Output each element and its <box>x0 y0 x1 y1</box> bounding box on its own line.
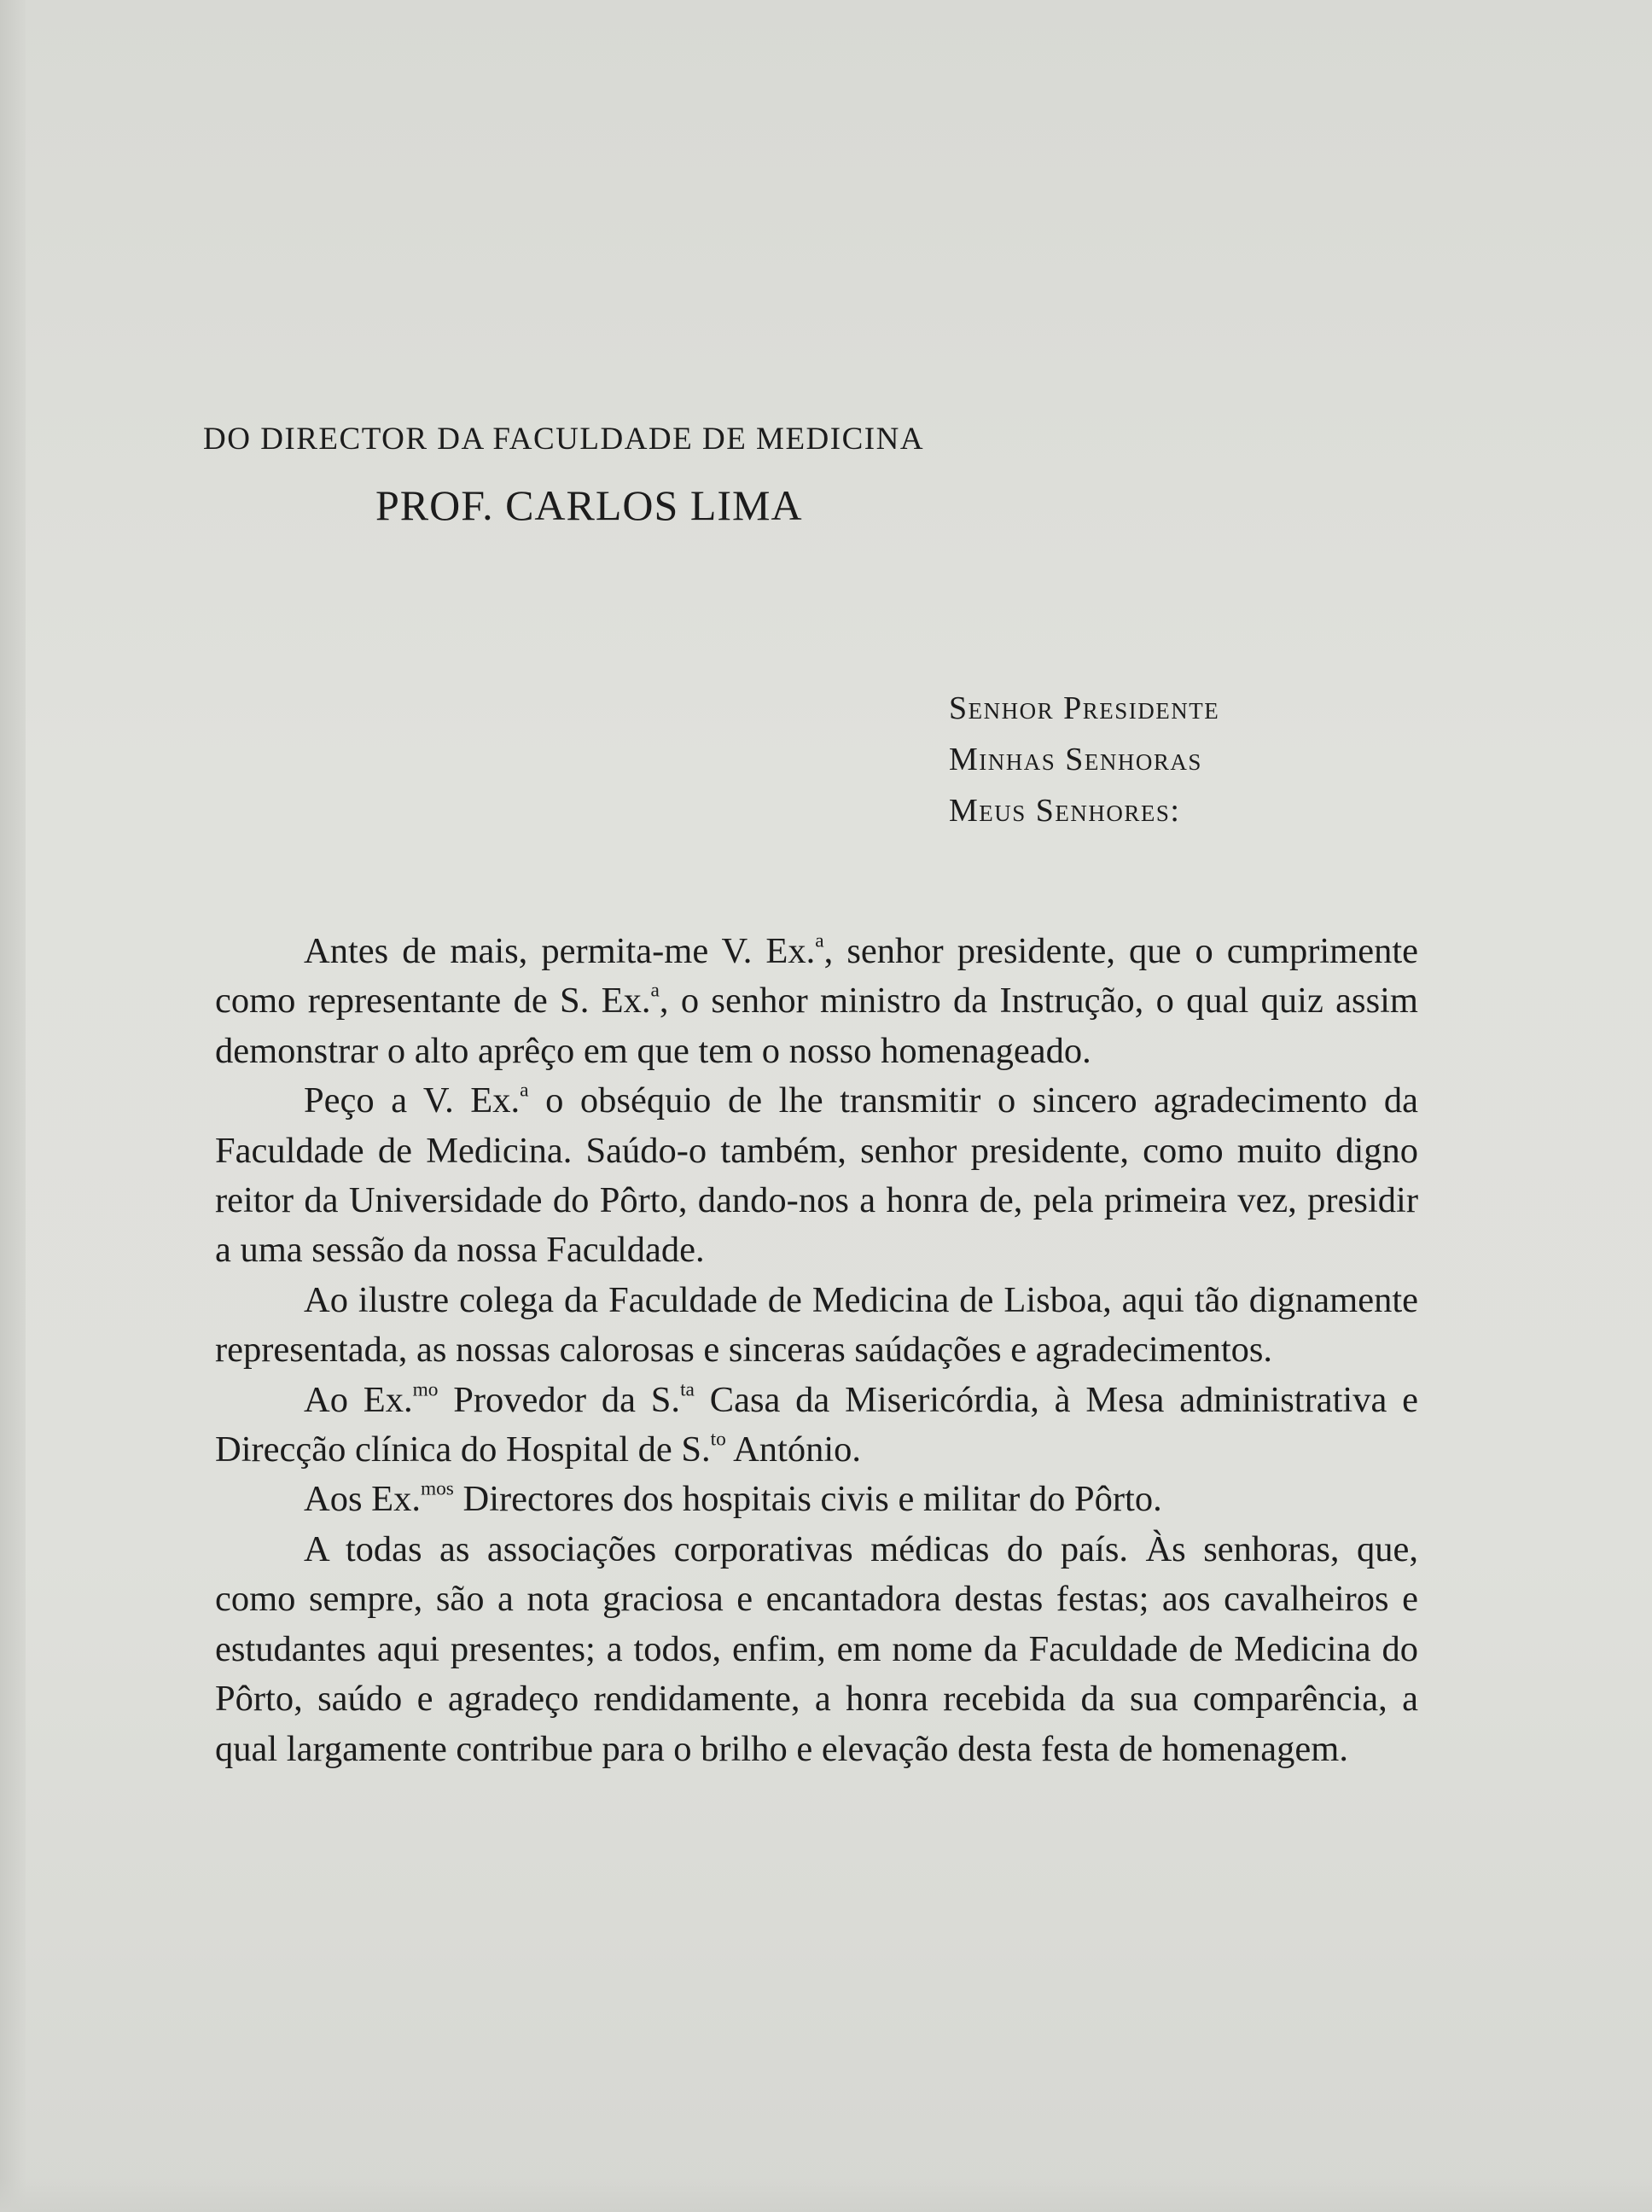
paragraph <box>215 1076 1418 1276</box>
paragraph-text: , o senhor ministro da Instrução, o qual quiz assim demonstrar o alto aprêço em que tem o nosso homenageado. <box>215 981 1418 1071</box>
paragraph-text: Aos Ex. <box>304 1479 421 1520</box>
superscript-abbreviation: to <box>710 1428 726 1451</box>
paragraph-text: Directores dos hospitais civis e militar do Pôrto. <box>453 1479 1162 1520</box>
paragraph <box>215 1376 1418 1476</box>
superscript-abbreviation: a <box>815 929 824 952</box>
superscript-abbreviation: mos <box>420 1477 454 1500</box>
paragraph-text: Provedor da S. <box>438 1379 681 1420</box>
paragraph-text: o obséquio de lhe transmitir o sincero agradecimento da Faculdade de Medicina. Saúdo-o também, senhor presidente, como muito digno reitor da Universidade do Pôrto, dando-nos a honra de, pela primeira vez, presidir a uma sessão da nossa Faculdade. <box>215 1080 1418 1271</box>
paragraph-text: António. <box>725 1429 862 1470</box>
paragraph-text: Ao ilustre colega da Faculdade de Medicina de Lisboa, aqui tão dignamente representada, as nossas calorosas e sinceras saúdações e agradecimentos. <box>215 1279 1418 1371</box>
speech-body <box>215 927 1418 1774</box>
paragraph <box>215 1276 1418 1376</box>
paragraph <box>215 927 1418 1076</box>
salutation-line: Minhas Senhoras <box>949 742 1202 777</box>
paragraph-text: Antes de mais, permita-me V. Ex. <box>304 931 816 971</box>
paragraph-text: , senhor presidente, que o cumprimente como representante de S. Ex. <box>215 931 1418 1022</box>
paragraph-text: A todas as associações corporativas médicas do país. Às senhoras, que, como sempre, são a nota graciosa e encantadora destas festas; aos cavalheiros e estudantes aqui presentes; a todos, enfim, em nome da Faculdade de Medicina do Pôrto, saúdo e agradeço rendidamente, a honra recebida da sua comparência, a qual largamente contribue para o brilho e elevação desta festa de homenagem. <box>215 1528 1418 1769</box>
superscript-abbreviation: a <box>520 1079 529 1102</box>
salutation-line: Meus Senhores: <box>949 793 1181 829</box>
superscript-abbreviation: ta <box>680 1377 695 1400</box>
superscript-abbreviation: mo <box>412 1377 439 1400</box>
salutation-line: Senhor Presidente <box>949 690 1220 726</box>
paragraph <box>215 1475 1418 1524</box>
author-name: PROF. CARLOS LIMA <box>375 481 803 529</box>
paragraph-text: Ao Ex. <box>304 1379 413 1420</box>
superscript-abbreviation: a <box>650 979 660 1002</box>
paragraph-text: Casa da Misericórdia, à Mesa administrativa e Direcção clínica do Hospital de S. <box>215 1379 1418 1470</box>
paragraph <box>215 1525 1418 1774</box>
section-heading: DO DIRECTOR DA FACULDADE DE MEDICINA <box>203 422 925 457</box>
paragraph-text: Peço a V. Ex. <box>304 1080 521 1121</box>
salutation-block <box>949 683 1219 836</box>
